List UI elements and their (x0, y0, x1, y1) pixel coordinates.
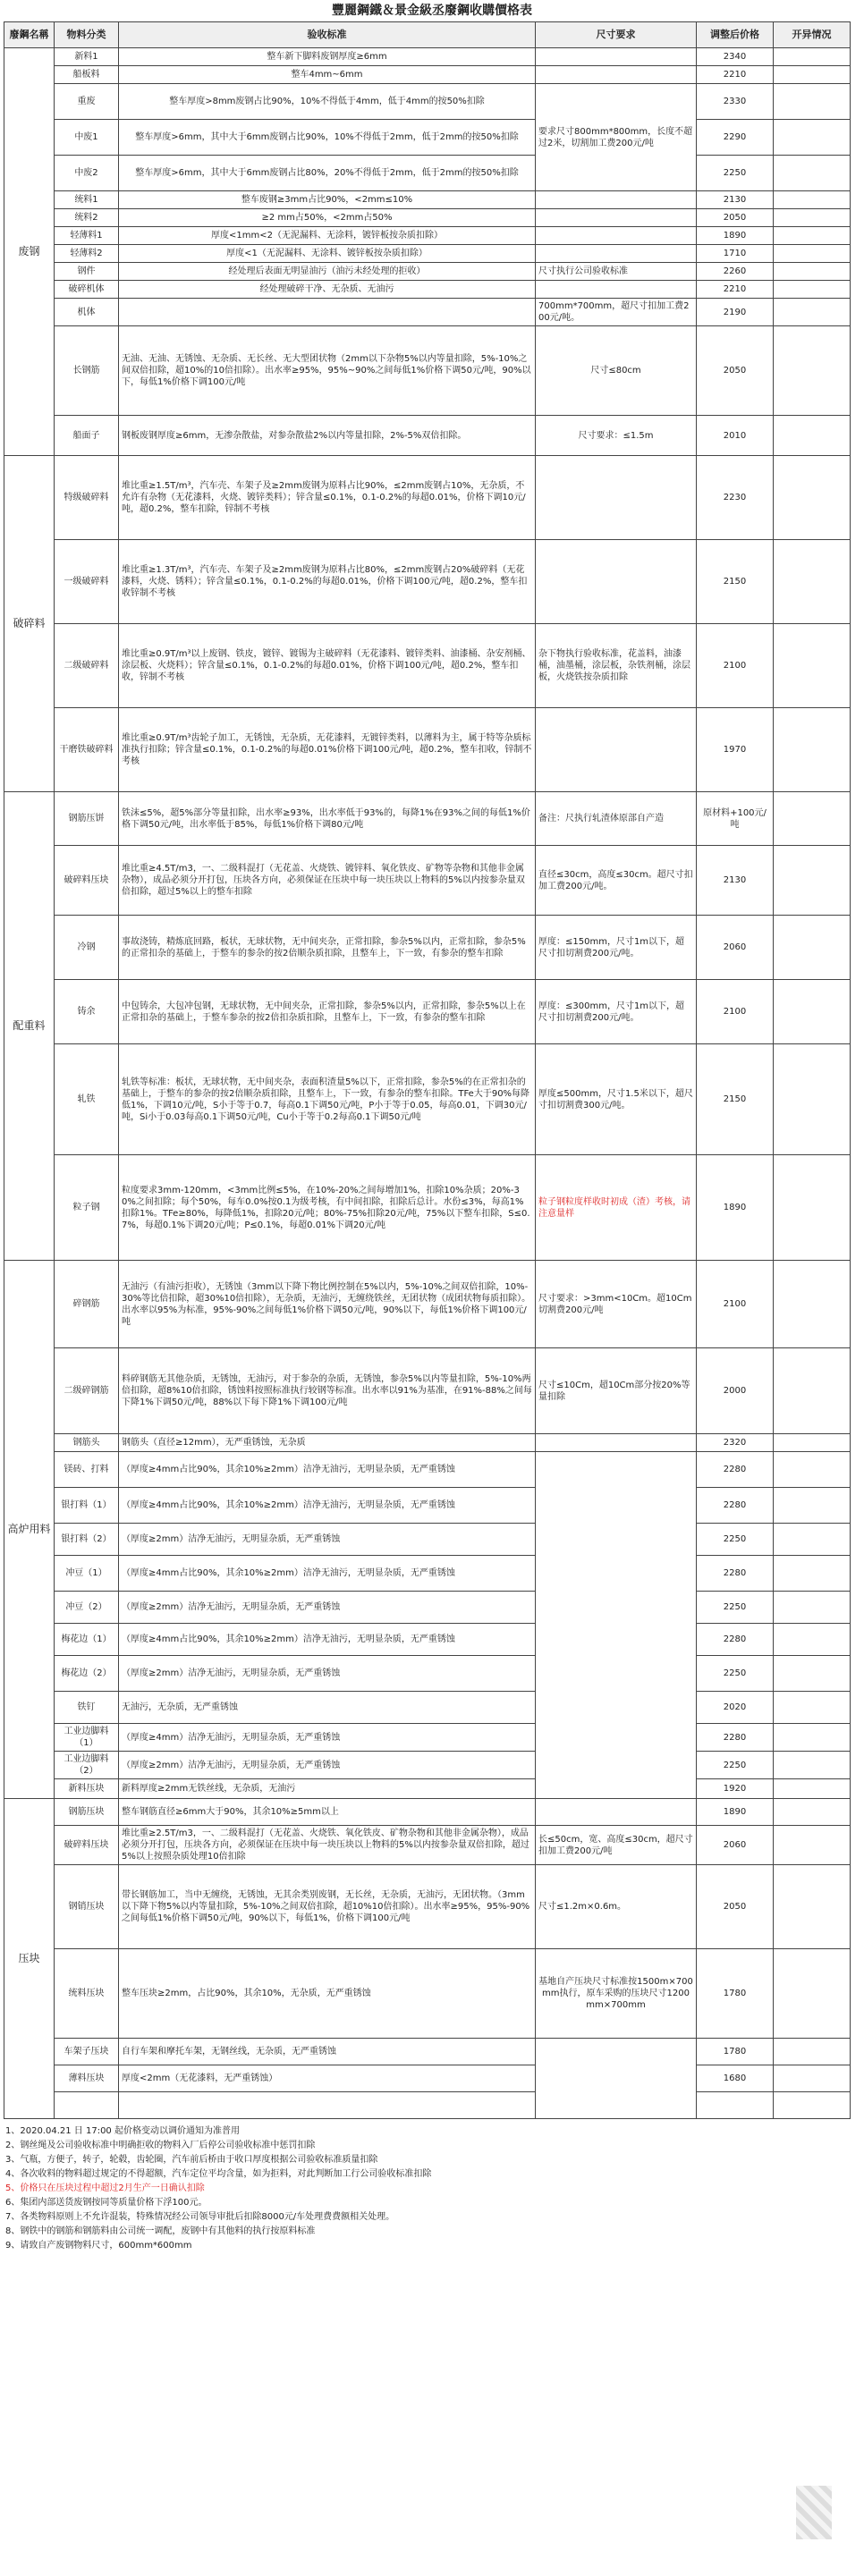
note-line: 5、价格只在压块过程中超过2月生产一日确认扣除 (5, 2183, 205, 2193)
header-remarks: 开异情况 (774, 22, 851, 48)
remarks-cell (774, 1434, 851, 1452)
price-cell: 1890 (697, 1155, 774, 1261)
table-row (4, 1949, 851, 2039)
size-requirement: 尺寸≤10Cm，超10Cm部分按20%等量扣除 (536, 1348, 697, 1434)
price-cell: 2150 (697, 1044, 774, 1155)
size-requirement: 基地自产压块尺寸标准按1500m×700mm执行，原车采购的压块尺寸1200mm×700mm (536, 1949, 697, 2039)
price-cell: 2060 (697, 916, 774, 980)
note-line: 2、钢丝绳及公司验收标准中明确拒收的物料入厂后停公司验收标准中惩罚扣除 (5, 2141, 316, 2150)
material-class: 统料压块 (55, 1949, 119, 2039)
acceptance-standard: 无油污（有油污拒收），无锈蚀（3mm以下降下物比例控制在5%以内，5%-10%之间双倍扣除，10%-30%等比倍扣除，超30%10倍扣除），无杂质，无油污，无缠绕铁丝，无团状物（成团状物每质扣除）。出水率以95%为标准，95%-90%之间每低1%价格下调50元/吨，90%以下，每低1%价格下调100元/吨 (119, 1261, 536, 1348)
remarks-cell (774, 1348, 851, 1434)
material-class: 二级碎钢筋 (55, 1348, 119, 1434)
acceptance-standard: 料碎钢筋无其他杂质，无锈蚀，无油污，对于参杂的杂质，无锈蚀，参杂5%以内等量扣除，5%-10%两倍扣除，超8%10倍扣除，锈蚀料按照标准执行较钢等标准。出水率以91%为基准，在91%-88%之间每下降1%下调50元/吨，88%以下每下降1%下调100元/吨 (119, 1348, 536, 1434)
remarks-cell (774, 980, 851, 1044)
price-cell: 2250 (697, 1752, 774, 1779)
acceptance-standard: 无油、无油、无锈蚀、无杂质、无长丝、无大型团状物（2mm以下杂物5%以内等量扣除，5%-10%之间双倍扣除，超10%的10倍扣除）。出水率≥95%，95%~90%之间每低1%价格下调50元/吨，90%以下，每低1%价格下调100元/吨 (119, 326, 536, 416)
size-requirement (536, 209, 697, 227)
price-cell: 2280 (697, 1452, 774, 1488)
acceptance-standard: （厚度≥4mm占比90%，其余10%≥2mm）洁净无油污，无明显杂质，无严重锈蚀 (119, 1624, 536, 1656)
acceptance-standard: ≥2 mm占50%，<2mm占50% (119, 209, 536, 227)
material-class: 特级破碎料 (55, 456, 119, 540)
acceptance-standard (119, 299, 536, 326)
size-requirement: 备注：尺执行轧渣体原部自产造 (536, 792, 697, 846)
remarks-cell (774, 299, 851, 326)
material-class: 干磨铁破碎料 (55, 708, 119, 792)
note-line: 3、气瓶，方便子，转子，轮毂，齿轮圈，汽车前后桥由于收口厚度根据公司验收标准质量扣除 (5, 2155, 378, 2165)
table-row (4, 227, 851, 245)
table-row (4, 263, 851, 281)
remarks-cell (774, 1556, 851, 1592)
material-class: 铸余 (55, 980, 119, 1044)
note-line: 9、请致自产废钢物料尺寸，600mm*600mm (5, 2241, 192, 2251)
price-cell: 1890 (697, 1799, 774, 1826)
remarks-cell (774, 846, 851, 916)
table-row (4, 1044, 851, 1155)
price-cell: 2100 (697, 1261, 774, 1348)
table-row (4, 2092, 851, 2119)
acceptance-standard: 整车厚度>8mm废钢占比90%，10%不得低于4mm，低于4mm的按50%扣除 (119, 84, 536, 120)
table-row (4, 1624, 851, 1656)
material-class: 银打料（1） (55, 1488, 119, 1524)
qr-watermark-icon (796, 2486, 832, 2539)
category-label: 废钢 (4, 48, 55, 456)
remarks-cell (774, 245, 851, 263)
material-class: 中废2 (55, 156, 119, 191)
acceptance-standard: 新料厚度≥2mm无铁丝线，无杂质，无油污 (119, 1779, 536, 1799)
remarks-cell (774, 1656, 851, 1692)
acceptance-standard: 中包铸余，大包冲包钢，无球状物，无中间夹杂，正常扣除，参杂5%以内，正常扣除，参杂5%以上在正常扣杂的基础上，于整车参杂的按2倍扣杂质扣除，且整车上，下一致，有参杂的整车扣除 (119, 980, 536, 1044)
remarks-cell (774, 2092, 851, 2119)
material-class: 梅花边（2） (55, 1656, 119, 1692)
table-row (4, 1488, 851, 1524)
size-requirement (536, 708, 697, 792)
size-requirement: 厚度：≤300mm，尺寸1m以下，超尺寸扣切割费200元/吨。 (536, 980, 697, 1044)
table-row (4, 66, 851, 84)
price-cell: 2020 (697, 1692, 774, 1724)
remarks-cell (774, 792, 851, 846)
price-cell: 1780 (697, 2039, 774, 2065)
size-requirement (536, 2039, 697, 2119)
table-row (4, 708, 851, 792)
acceptance-standard: 整车钢筋直径≥6mm大于90%，其余10%≥5mm以上 (119, 1799, 536, 1826)
price-cell: 2330 (697, 84, 774, 120)
material-class: 梅花边（1） (55, 1624, 119, 1656)
price-cell: 1970 (697, 708, 774, 792)
size-requirement: 尺寸要求：≤1.5m (536, 416, 697, 456)
acceptance-standard: 整车废钢≥3mm占比90%，<2mm≤10% (119, 191, 536, 209)
remarks-cell (774, 48, 851, 66)
price-cell: 2230 (697, 456, 774, 540)
price-cell: 2280 (697, 1724, 774, 1752)
remarks-cell (774, 708, 851, 792)
note-line: 6、集团内部送货废钢按同等质量价格下浮100元。 (5, 2198, 208, 2208)
size-requirement: 700mm*700mm，超尺寸扣加工费200元/吨。 (536, 299, 697, 326)
table-row (4, 1556, 851, 1592)
size-requirement: 杂下物执行验收标准，花盖料，油漆桶，油墨桶，涂层板，杂铁剂桶，涂层板，火烧铁按杂质扣除 (536, 624, 697, 708)
table-row (4, 1261, 851, 1348)
table-row (4, 1434, 851, 1452)
header-size-requirement: 尺寸要求 (536, 22, 697, 48)
size-requirement: 尺寸≤80cm (536, 326, 697, 416)
acceptance-standard: 堆比重≥0.9T/m³以上废钢、铁皮，镀锌、镀锡为主破碎料（无花漆料、镀锌类料、油漆桶、杂安剂桶、涂层板、火烧料）；锌含量≤0.1%，0.1-0.2%的每超0.01%，价格下调100元/吨，超0.2%，整车扣收，锌制不考核 (119, 624, 536, 708)
table-row (4, 209, 851, 227)
acceptance-standard: （厚度≥4mm占比90%，其余10%≥2mm）洁净无油污，无明显杂质，无严重锈蚀 (119, 1556, 536, 1592)
table-row (4, 120, 851, 156)
material-class: 中废1 (55, 120, 119, 156)
material-class: 新料压块 (55, 1779, 119, 1799)
size-requirement (536, 540, 697, 624)
table-row (4, 1865, 851, 1949)
page-title: 豐麗鋼鐵＆景金級丞廢鋼收購價格表 (332, 4, 532, 18)
acceptance-standard: 粒度要求3mm-120mm，<3mm比例≤5%，在10%-20%之间每增加1%，扣除10%杂质；20%-30%之间扣除；每个50%，每车0.0%按0.1为级考核，有中间扣除，扣除后总计。水份≤3%，每高1%扣除1%。TFe≥80%，每降低1%，扣除20元/吨；80%-75%扣除20元/吨，75%以下整车扣除，S≤0.7%，每超0.1%下调20元/吨；P≤0.1%，每超0.01%下调20元/吨 (119, 1155, 536, 1261)
table-row (4, 456, 851, 540)
price-cell: 2340 (697, 48, 774, 66)
acceptance-standard: 经处理破碎干净、无杂质、无油污 (119, 281, 536, 299)
acceptance-standard: （厚度≥4mm占比90%，其余10%≥2mm）洁净无油污，无明显杂质，无严重锈蚀 (119, 1452, 536, 1488)
acceptance-standard: 堆比重≥1.5T/m³，汽车壳、车架子及≥2mm废钢为原料占比90%，≤2mm废钢占10%，无杂质，不允许有杂物（无花漆料，火烧、镀锌类料）；锌含量≤0.1%，0.1-0.2%的每超0.01%，价格下调10元/吨，超0.2%，整车扣除，锌制不考核 (119, 456, 536, 540)
acceptance-standard: 堆比重≥4.5T/m3，一、二级料混打（无花盖、火烧铁、镀锌料、氧化铁皮、矿物等杂物和其他非金属杂物），成品必须分开打包，压块各方向，必须保证在压块中每一块压块以上物料的5%以内按参杂量双倍扣除，超过5%以上的整车扣除 (119, 846, 536, 916)
table-row (4, 1724, 851, 1752)
price-cell: 原材料+100元/吨 (697, 792, 774, 846)
table-row (4, 299, 851, 326)
material-class: 冷钢 (55, 916, 119, 980)
acceptance-standard: （厚度≥2mm）洁净无油污，无明显杂质，无严重锈蚀 (119, 1656, 536, 1692)
acceptance-standard: 厚度<2mm（无花漆料，无严重锈蚀） (119, 2065, 536, 2092)
material-class: 工业边脚料（1） (55, 1724, 119, 1752)
price-cell: 2130 (697, 191, 774, 209)
table-row (4, 1656, 851, 1692)
table-row (4, 1752, 851, 1779)
size-requirement: 要求尺寸800mm*800mm，长度不超过2米，切割加工费200元/吨 (536, 84, 697, 191)
material-class: 碎钢筋 (55, 1261, 119, 1348)
acceptance-standard: 整车新下脚料废钢厚度≥6mm (119, 48, 536, 66)
acceptance-standard: 经处理后表面无明显油污（油污未经处理的拒收） (119, 263, 536, 281)
price-cell: 1680 (697, 2065, 774, 2092)
material-class: 长钢筋 (55, 326, 119, 416)
price-cell: 2280 (697, 1488, 774, 1524)
size-requirement: 厚度≤500mm，尺寸1.5米以下，超尺寸扣切割费300元/吨。 (536, 1044, 697, 1155)
size-requirement: 粒子钢粒度样收时初成（渣）考核，请注意量样 (536, 1155, 697, 1261)
remarks-cell (774, 1865, 851, 1949)
material-class: 钢筋头 (55, 1434, 119, 1452)
size-requirement (536, 227, 697, 245)
table-row (4, 540, 851, 624)
acceptance-standard: 厚度<1mm<2（无泥漏料、无涂料，镀锌板按杂质扣除） (119, 227, 536, 245)
note-line: 8、钢铁中的钢筋和钢筋料由公司统一调配，废钢中有其他料的执行按原料标准 (5, 2226, 316, 2236)
price-cell: 2100 (697, 980, 774, 1044)
size-requirement: 直径≤30cm，高度≤30cm。超尺寸扣加工费200元/吨。 (536, 846, 697, 916)
acceptance-standard: （厚度≥4mm）洁净无油污，无明显杂质，无严重锈蚀 (119, 1724, 536, 1752)
material-class: 冲豆（1） (55, 1556, 119, 1592)
remarks-cell (774, 624, 851, 708)
header-acceptance-standard: 验收标准 (119, 22, 536, 48)
category-label: 破碎料 (4, 456, 55, 792)
remarks-cell (774, 209, 851, 227)
remarks-cell (774, 1724, 851, 1752)
price-cell: 2190 (697, 299, 774, 326)
material-class: 统料1 (55, 191, 119, 209)
price-cell: 2050 (697, 209, 774, 227)
remarks-cell (774, 1044, 851, 1155)
acceptance-standard: 钢筋头（直径≥12mm），无严重锈蚀，无杂质 (119, 1434, 536, 1452)
table-row (4, 1826, 851, 1865)
remarks-cell (774, 1949, 851, 2039)
price-cell (697, 2092, 774, 2119)
table-row (4, 792, 851, 846)
price-cell: 2320 (697, 1434, 774, 1452)
acceptance-standard: 整车压块≥2mm，占比90%，其余10%，无杂质，无严重锈蚀 (119, 1949, 536, 2039)
price-cell: 1710 (697, 245, 774, 263)
size-requirement (536, 1799, 697, 1826)
size-requirement (536, 66, 697, 84)
material-class: 钢筋压块 (55, 1799, 119, 1826)
category-label: 高炉用料 (4, 1261, 55, 1799)
price-cell: 2260 (697, 263, 774, 281)
price-cell: 2280 (697, 1624, 774, 1656)
table-row (4, 191, 851, 209)
category-label: 配重料 (4, 792, 55, 1261)
size-requirement: 长≤50cm，宽、高度≤30cm，超尺寸扣加工费200元/吨 (536, 1826, 697, 1865)
remarks-cell (774, 84, 851, 120)
acceptance-standard: 带长钢筋加工，当中无缠绕，无锈蚀，无其余类别废钢，无长丝，无杂质，无油污，无团状物。（3mm以下降下物5%以内等量扣除，5%-10%之间双倍扣除，超10%10倍扣除）。出水率≥95%，95%-90%之间每低1%价格下调50元/吨，90%以下，每低1%，价格下调100元/吨 (119, 1865, 536, 1949)
remarks-cell (774, 191, 851, 209)
material-class: 镁砖、打料 (55, 1452, 119, 1488)
material-class: 薄料压块 (55, 2065, 119, 2092)
size-requirement: 尺寸要求：>3mm<10Cm。超10Cm切割费200元/吨 (536, 1261, 697, 1348)
remarks-cell (774, 1779, 851, 1799)
table-row (4, 980, 851, 1044)
remarks-cell (774, 456, 851, 540)
price-cell: 2010 (697, 416, 774, 456)
acceptance-standard: 堆比重≥2.5T/m3，一、二级料混打（无花盖、火烧铁、氧化铁皮、矿物杂物和其他非金属杂物），成品必须分开打包，压块各方向，必须保证在压块中每一块压块以上物料的5%以内按参杂量双倍扣除，超过5%以上按照杂质处理10倍扣除 (119, 1826, 536, 1865)
remarks-cell (774, 1524, 851, 1556)
table-row (4, 416, 851, 456)
acceptance-standard: 无油污，无杂质，无严重锈蚀 (119, 1692, 536, 1724)
remarks-cell (774, 416, 851, 456)
table-row (4, 1524, 851, 1556)
acceptance-standard (119, 2092, 536, 2119)
acceptance-standard: 钢板废钢厚度≥6mm，无渗杂散盐，对参杂散盐2%以内等量扣除，2%-5%双倍扣除。 (119, 416, 536, 456)
table-row (4, 281, 851, 299)
acceptance-standard: 自行车架和摩托车架，无钢丝线，无杂质，无严重锈蚀 (119, 2039, 536, 2065)
acceptance-standard: 堆比重≥0.9T/m³齿轮子加工，无锈蚀，无杂质，无花漆料，无镀锌类料，以薄料为主，属于特等杂质标准执行扣除；锌含量≤0.1%，0.1-0.2%的每超0.01%价格下调100元/吨，超0.2%，整车扣收，锌制不考核 (119, 708, 536, 792)
material-class: 破碎料压块 (55, 1826, 119, 1865)
price-cell: 2050 (697, 326, 774, 416)
acceptance-standard: 铁沫≤5%，超5%部分等量扣除，出水率≥93%，出水率低于93%的，每降1%在93%之间的每低1%价格下调50元/吨，出水率低于85%，每低1%价格下调80元/吨 (119, 792, 536, 846)
acceptance-standard: （厚度≥4mm占比90%，其余10%≥2mm）洁净无油污，无明显杂质，无严重锈蚀 (119, 1488, 536, 1524)
size-requirement (536, 1452, 697, 1799)
material-class: 船面子 (55, 416, 119, 456)
size-requirement (536, 48, 697, 66)
material-class: 船板料 (55, 66, 119, 84)
table-row (4, 245, 851, 263)
remarks-cell (774, 1592, 851, 1624)
remarks-cell (774, 1692, 851, 1724)
acceptance-standard: 整车4mm~6mm (119, 66, 536, 84)
remarks-cell (774, 326, 851, 416)
acceptance-standard: 厚度<1（无泥漏料、无涂料、镀锌板按杂质扣除） (119, 245, 536, 263)
price-cell: 2130 (697, 846, 774, 916)
remarks-cell (774, 227, 851, 245)
size-requirement (536, 456, 697, 540)
size-requirement (536, 281, 697, 299)
remarks-cell (774, 1826, 851, 1865)
material-class: 二级破碎料 (55, 624, 119, 708)
price-table (4, 21, 851, 2119)
price-cell: 2250 (697, 156, 774, 191)
price-cell: 2150 (697, 540, 774, 624)
remarks-cell (774, 916, 851, 980)
material-class: 破碎机体 (55, 281, 119, 299)
material-class: 重废 (55, 84, 119, 120)
table-row (4, 1692, 851, 1724)
material-class: 钢销压块 (55, 1865, 119, 1949)
material-class: 铁钉 (55, 1692, 119, 1724)
material-class: 钢筋压饼 (55, 792, 119, 846)
price-cell: 2060 (697, 1826, 774, 1865)
table-row (4, 48, 851, 66)
price-cell: 2000 (697, 1348, 774, 1434)
material-class: 轻薄料2 (55, 245, 119, 263)
remarks-cell (774, 1799, 851, 1826)
header-scrap-name: 廢鋼名稱 (4, 22, 55, 48)
notes-section (5, 2124, 792, 2253)
acceptance-standard: （厚度≥2mm）洁净无油污，无明显杂质，无严重锈蚀 (119, 1752, 536, 1779)
price-cell: 1780 (697, 1949, 774, 2039)
acceptance-standard: 堆比重≥1.3T/m³，汽车壳、车架子及≥2mm废钢为原料占比80%，≤2mm废钢占20%破碎料（无花漆料，火烧、锈料）；锌含量≤0.1%，0.1-0.2%的每超0.01%，价格下调100元/吨，超0.2%，整车扣收锌制不考核 (119, 540, 536, 624)
remarks-cell (774, 540, 851, 624)
size-requirement: 尺寸执行公司验收标准 (536, 263, 697, 281)
size-requirement (536, 1434, 697, 1452)
price-cell: 2250 (697, 1592, 774, 1624)
material-class: 机体 (55, 299, 119, 326)
acceptance-standard: （厚度≥2mm）洁净无油污，无明显杂质，无严重锈蚀 (119, 1592, 536, 1624)
table-row (4, 1155, 851, 1261)
material-class: 统料2 (55, 209, 119, 227)
size-requirement (536, 191, 697, 209)
acceptance-standard: 整车厚度>6mm，其中大于6mm废钢占比80%，20%不得低于2mm，低于2mm的按50%扣除 (119, 156, 536, 191)
price-cell: 2280 (697, 1556, 774, 1592)
acceptance-standard: 整车厚度>6mm，其中大于6mm废钢占比90%，10%不得低于2mm，低于2mm的按50%扣除 (119, 120, 536, 156)
header-adjusted-price: 调整后价格 (697, 22, 774, 48)
price-cell: 2210 (697, 281, 774, 299)
remarks-cell (774, 263, 851, 281)
price-cell: 2250 (697, 1656, 774, 1692)
size-requirement (536, 245, 697, 263)
table-row (4, 2065, 851, 2092)
remarks-cell (774, 156, 851, 191)
table-row (4, 1592, 851, 1624)
price-cell: 2050 (697, 1865, 774, 1949)
remarks-cell (774, 2065, 851, 2092)
price-cell: 2250 (697, 1524, 774, 1556)
material-class: 工业边脚料（2） (55, 1752, 119, 1779)
remarks-cell (774, 1752, 851, 1779)
table-row (4, 1799, 851, 1826)
category-label: 压块 (4, 1799, 55, 2119)
header-row (4, 22, 851, 48)
acceptance-standard: 轧铁等标准：板状，无球状物，无中间夹杂，表面积渣量5%以下，正常扣除，参杂5%的在正常扣杂的基础上，于整车的参杂的按2倍顺杂质扣除，且整车上，下一致，有参杂的整车扣除。TFe大于90%每降低1%，下调10元/吨，S小于等于0.7，每高0.1下调50元/吨，P小于等于0.05，每高0.01，下调30元/吨，Si小于0.03每高0.1下调50元/吨，Cu小于等于0.2每高0.1下调50元/吨 (119, 1044, 536, 1155)
table-row (4, 846, 851, 916)
material-class: 轧铁 (55, 1044, 119, 1155)
remarks-cell (774, 1155, 851, 1261)
remarks-cell (774, 1488, 851, 1524)
remarks-cell (774, 1261, 851, 1348)
acceptance-standard: （厚度≥2mm）洁净无油污，无明显杂质，无严重锈蚀 (119, 1524, 536, 1556)
table-row (4, 1348, 851, 1434)
size-requirement: 厚度：≤150mm，尺寸1m以下，超尺寸扣切割费200元/吨。 (536, 916, 697, 980)
size-requirement: 尺寸≤1.2m×0.6m。 (536, 1865, 697, 1949)
note-line: 4、各次收料的物料超过规定的不得超额，汽车定位平均含量，如为拒料，对此判断加工行公司验收标准扣除 (5, 2169, 432, 2179)
header-material-class: 物料分类 (55, 22, 119, 48)
material-class: 一级破碎料 (55, 540, 119, 624)
price-cell: 1890 (697, 227, 774, 245)
note-line: 1、2020.04.21 日 17:00 起价格变动以调价通知为准普用 (5, 2126, 240, 2136)
table-row (4, 916, 851, 980)
material-class (55, 2092, 119, 2119)
material-class: 冲豆（2） (55, 1592, 119, 1624)
table-row (4, 1452, 851, 1488)
price-cell: 2290 (697, 120, 774, 156)
table-row (4, 84, 851, 120)
material-class: 车架子压块 (55, 2039, 119, 2065)
material-class: 银打料（2） (55, 1524, 119, 1556)
remarks-cell (774, 66, 851, 84)
table-row (4, 2039, 851, 2065)
material-class: 破碎料压块 (55, 846, 119, 916)
remarks-cell (774, 1452, 851, 1488)
table-row (4, 1779, 851, 1799)
note-line: 7、各类物料原则上不允许混装，特殊情况经公司领导审批后扣除8000元/车处理费费额相关处理。 (5, 2212, 395, 2222)
price-cell: 1920 (697, 1779, 774, 1799)
material-class: 轻薄料1 (55, 227, 119, 245)
price-cell: 2210 (697, 66, 774, 84)
material-class: 新料1 (55, 48, 119, 66)
material-class: 钢件 (55, 263, 119, 281)
remarks-cell (774, 2039, 851, 2065)
price-cell: 2100 (697, 624, 774, 708)
material-class: 粒子钢 (55, 1155, 119, 1261)
remarks-cell (774, 281, 851, 299)
acceptance-standard: 事故浇铸，精炼底回路，板状，无球状物，无中间夹杂，正常扣除，参杂5%以内，正常扣除，参杂5%的正常扣杂的基础上，于整车的参杂的按2倍顺杂质扣除，且整车上，下一致，有参杂的整车扣除 (119, 916, 536, 980)
remarks-cell (774, 1624, 851, 1656)
remarks-cell (774, 120, 851, 156)
table-row (4, 326, 851, 416)
table-row (4, 624, 851, 708)
table-row (4, 156, 851, 191)
